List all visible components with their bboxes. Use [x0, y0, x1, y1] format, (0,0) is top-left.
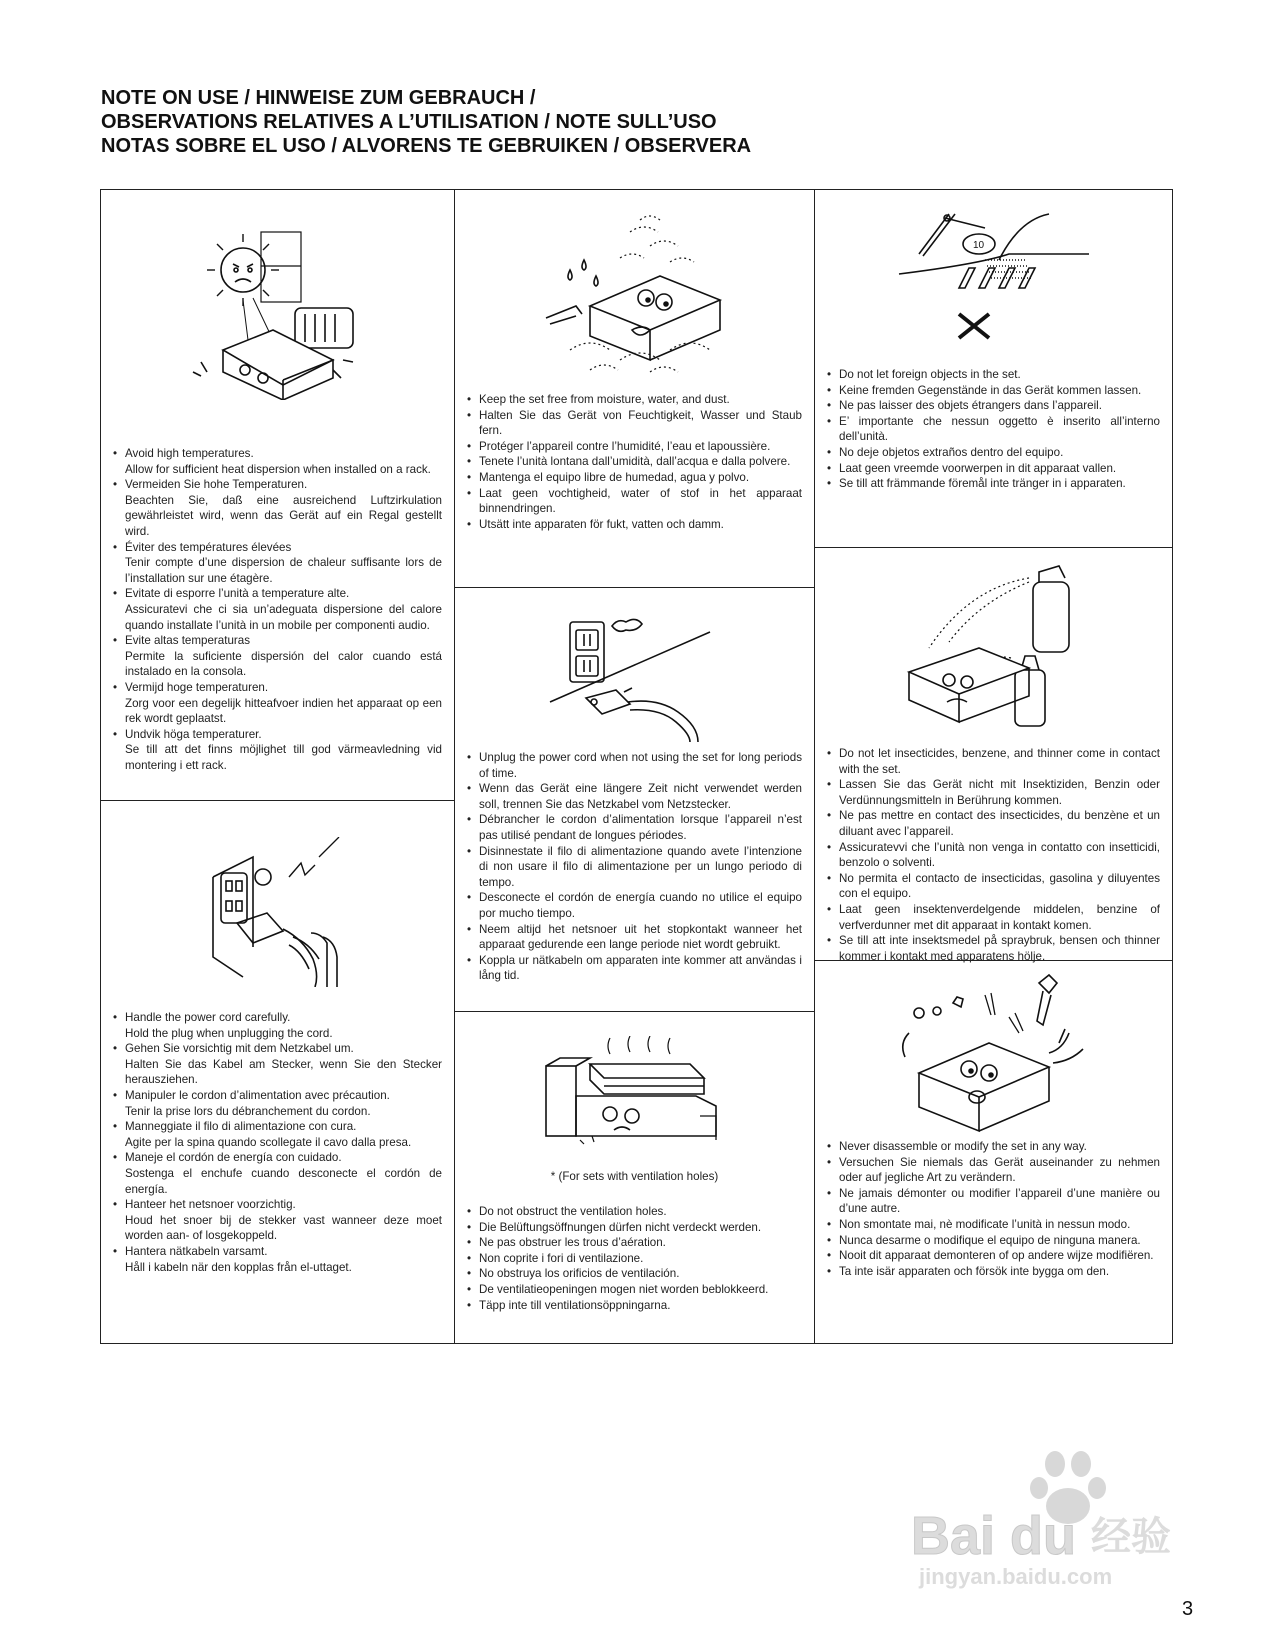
list-item: • Ne pas obstruer les trous d’aération.: [467, 1235, 802, 1251]
list-item: • Hantera nätkabeln varsamt. Håll i kabeln när den kopplas från el-uttaget.: [113, 1244, 442, 1275]
list-item: • No permita el contacto de insecticidas, gasolina y diluyentes con el equipo.: [827, 871, 1160, 902]
list-item: • Keep the set free from moisture, water, and dust.: [467, 392, 802, 408]
page-title: [101, 86, 751, 158]
list-item: • Die Belüftungsöffnungen dürfen nicht verdeckt werden.: [467, 1220, 802, 1236]
heat-illustration-icon: [101, 230, 454, 400]
list-item: • Never disassemble or modify the set in any way.: [827, 1139, 1160, 1155]
unplug-cell: [455, 587, 814, 1011]
list-item: • No deje objetos extraños dentro del equipo.: [827, 445, 1160, 461]
list-item: • Ne pas mettre en contact des insecticides, du benzène et un diluant avec l’appareil.: [827, 808, 1160, 839]
baidu-cn-text: 经验: [1091, 1514, 1171, 1560]
list-item: • Vermijd hoge temperaturen. Zorg voor een degelijk hitteafvoer indien het apparaat op een rek wordt geplaatst.: [113, 680, 442, 727]
ventilation-illustration-icon: [455, 1036, 814, 1146]
list-item: • Hanteer het netsnoer voorzichtig. Houd het snoer bij de stekker vast wanneer deze moet worden aan- of losgekoppeld.: [113, 1197, 442, 1244]
list-item: • Laat geen vreemde voorwerpen in dit apparaat vallen.: [827, 461, 1160, 477]
list-item: • E’ importante che nessun oggetto è inserito all’interno dell’unità.: [827, 414, 1160, 445]
foreign-objects-illustration-icon: [815, 204, 1172, 364]
list-item: • Tenete l’unità lontana dall’umidità, dall’acqua e dalla polvere.: [467, 454, 802, 470]
unplug-notes: [467, 750, 802, 984]
list-item: • Ne jamais démonter ou modifier l’appareil d’une manière ou d’une autre.: [827, 1186, 1160, 1217]
list-item: • Assicuratevvi che l’unità non venga in contatto con insetticidi, benzolo o solventi.: [827, 840, 1160, 871]
list-item: • Ta inte isär apparaten och försök inte bygga om den.: [827, 1264, 1160, 1280]
list-item: • Maneje el cordón de energía con cuidado. Sostenga el enchufe cuando desconecte el cordón de energía.: [113, 1150, 442, 1197]
disassemble-illustration-icon: [815, 973, 1172, 1133]
disassemble-notes: [827, 1139, 1160, 1279]
cord-cell: [101, 800, 454, 1345]
baidu-url-text: jingyan.baidu.com: [919, 1564, 1113, 1589]
list-item: • Handle the power cord carefully. Hold the plug when unplugging the cord.: [113, 1010, 442, 1041]
column-2: [455, 190, 815, 1343]
list-item: • Laat geen vochtigheid, water of stof in het apparaat binnendringen.: [467, 486, 802, 517]
title-line: OBSERVATIONS RELATIVES A L’UTILISATION / NOTE SULL’USO: [101, 111, 717, 133]
list-item: • Undvik höga temperaturer. Se till att det finns möjlighet till god värmeavledning vid montering i ett rack.: [113, 727, 442, 774]
list-item: • Täpp inte till ventilationsöppningarna.: [467, 1298, 802, 1314]
list-item: • Disinnestate il filo di alimentazione quando avete l’intenzione di non usare il filo di alimentazione per un lungo periodo di tempo.: [467, 844, 802, 891]
list-item: • Do not obstruct the ventilation holes.: [467, 1204, 802, 1220]
page-number: 3: [1182, 1598, 1194, 1620]
power-cord-illustration-icon: [101, 837, 454, 987]
ventilation-caption: * (For sets with ventilation holes): [550, 1170, 719, 1183]
list-item: • Se till att främmande föremål inte tränger in i apparaten.: [827, 476, 1160, 492]
foreign-cell: [815, 190, 1172, 547]
list-item: • Non coprite i fori di ventilazione.: [467, 1251, 802, 1267]
list-item: • Unplug the power cord when not using the set for long periods of time.: [467, 750, 802, 781]
list-item: • Manipuler le cordon d’alimentation avec précaution. Tenir la prise lors du débranchement du cordon.: [113, 1088, 442, 1119]
list-item: • Do not let insecticides, benzene, and thinner come in contact with the set.: [827, 746, 1160, 777]
list-item: • Halten Sie das Gerät von Feuchtigkeit, Wasser und Staub fern.: [467, 408, 802, 439]
list-item: • Utsätt inte apparaten för fukt, vatten och damm.: [467, 517, 802, 533]
heat-cell: [101, 190, 454, 800]
baidu-watermark-logo: [905, 1440, 1205, 1590]
notes-grid: [100, 189, 1173, 1344]
list-item: • Ne pas laisser des objets étrangers dans l’appareil.: [827, 398, 1160, 414]
list-item: • Versuchen Sie niemals das Gerät auseinander zu nehmen oder auf jegliche Art zu verändern.: [827, 1155, 1160, 1186]
list-item: • Desconecte el cordón de energía cuando no utilice el equipo por mucho tiempo.: [467, 890, 802, 921]
list-item: • Neem altijd het netsnoer uit het stopkontakt wanneer het apparaat gedurende een lange periode niet wordt gebruikt.: [467, 922, 802, 953]
coin-label: 10: [972, 240, 984, 251]
unplug-illustration-icon: [455, 602, 814, 742]
heat-notes: [113, 446, 442, 773]
list-item: • Evitate di esporre l’unità a temperature alte. Assicuratevi che ci sia un’adeguata dispersione del calore quando installate l’unità in un mobile per componenti audio.: [113, 586, 442, 633]
list-item: • Éviter des températures élevées Tenir compte d’une dispersion de chaleur suffisante lors de l’installation sur une étagère.: [113, 540, 442, 587]
column-1: [101, 190, 455, 1343]
list-item: • Non smontate mai, nè modificate l’unità in nessun modo.: [827, 1217, 1160, 1233]
list-item: • Evite altas temperaturas Permite la suficiente dispersión del calor cuando está instalado en la consola.: [113, 633, 442, 680]
cord-notes: [113, 1010, 442, 1275]
list-item: • Avoid high temperatures. Allow for sufficient heat dispersion when installed on a rack.: [113, 446, 442, 477]
ventilation-notes: [467, 1204, 802, 1313]
insecticide-notes: [827, 746, 1160, 964]
list-item: • Vermeiden Sie hohe Temperaturen. Beachten Sie, daß eine ausreichend Luftzirkulation gewährleistet wird, wenn das Gerät auf ein Regal gestellt wird.: [113, 477, 442, 539]
list-item: • Protéger l’appareil contre l’humidité, l’eau et lapoussière.: [467, 439, 802, 455]
list-item: • De ventilatieopeningen mogen niet worden beblokkeerd.: [467, 1282, 802, 1298]
insecticide-cell: [815, 547, 1172, 963]
title-line: NOTAS SOBRE EL USO / ALVORENS TE GEBRUIKEN / OBSERVERA: [101, 135, 752, 157]
foreign-notes: [827, 367, 1160, 492]
list-item: • Débrancher le cordon d’alimentation lorsque l’appareil n’est pas utilisé pendant de longues périodes.: [467, 812, 802, 843]
moisture-notes: [467, 392, 802, 532]
baidu-brand-text: Bai du: [911, 1506, 1077, 1566]
ventilation-cell: [455, 1011, 814, 1345]
list-item: • Nunca desarme o modifique el equipo de ninguna manera.: [827, 1233, 1160, 1249]
list-item: • Laat geen insektenverdelgende middelen, benzine of verfverdunner met dit apparaat in kontakt komen.: [827, 902, 1160, 933]
list-item: • Nooit dit apparaat demonteren of op andere wijze modifiëren.: [827, 1248, 1160, 1264]
title-line: NOTE ON USE / HINWEISE ZUM GEBRAUCH /: [101, 87, 536, 109]
list-item: • No obstruya los orificios de ventilación.: [467, 1266, 802, 1282]
insecticide-illustration-icon: [815, 562, 1172, 732]
list-item: • Se till att inte insektsmedel på spraybruk, bensen och thinner kommer i kontakt med apparatens hölje.: [827, 933, 1160, 964]
list-item: • Gehen Sie vorsichtig mit dem Netzkabel um. Halten Sie das Kabel am Stecker, wenn Sie den Stecker herausziehen.: [113, 1041, 442, 1088]
column-3: [815, 190, 1172, 1343]
list-item: • Mantenga el equipo libre de humedad, agua y polvo.: [467, 470, 802, 486]
list-item: • Lassen Sie das Gerät nicht mit Insektiziden, Benzin oder Verdünnungsmitteln in Berührung kommen.: [827, 777, 1160, 808]
list-item: • Keine fremden Gegenstände in das Gerät kommen lassen.: [827, 383, 1160, 399]
moisture-cell: [455, 190, 814, 587]
list-item: • Koppla ur nätkabeln om apparaten inte kommer att användas i lång tid.: [467, 953, 802, 984]
moisture-illustration-icon: [455, 210, 814, 380]
list-item: • Do not let foreign objects in the set.: [827, 367, 1160, 383]
list-item: • Manneggiate il filo di alimentazione con cura. Agite per la spina quando scollegate il cavo dalla presa.: [113, 1119, 442, 1150]
disassemble-cell: [815, 960, 1172, 1345]
list-item: • Wenn das Gerät eine längere Zeit nicht verwendet werden soll, trennen Sie das Netzkabel vom Netzstecker.: [467, 781, 802, 812]
